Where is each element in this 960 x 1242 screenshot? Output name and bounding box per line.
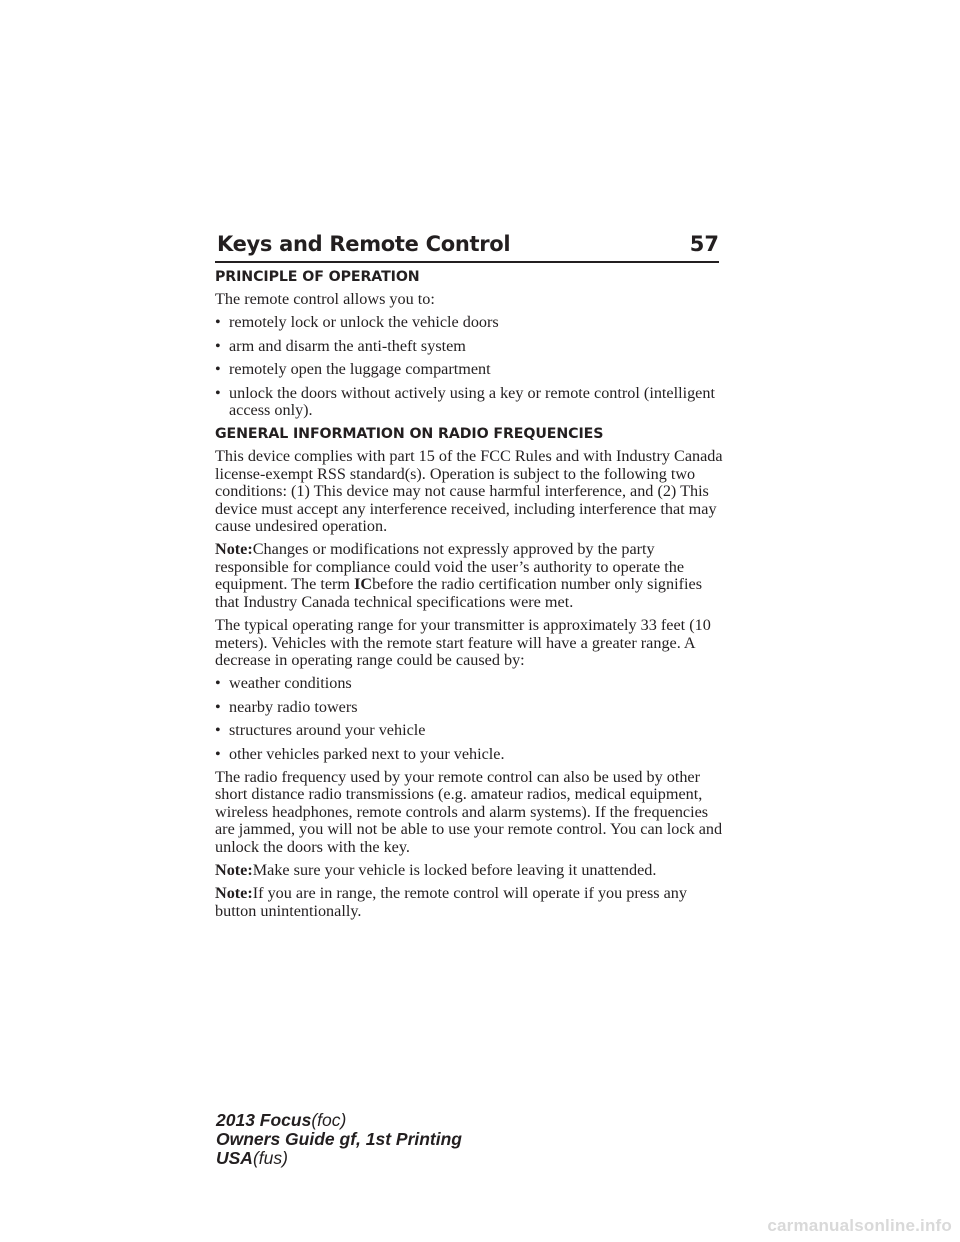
- list-item-text: remotely lock or unlock the vehicle doors: [229, 313, 499, 332]
- header-divider: [215, 261, 719, 263]
- note-text: Changes or modifications not expressly approved by the party responsible for compliance could void the user’s authority to operate the equipment. The term: [215, 540, 685, 594]
- bullet-icon: •: [215, 336, 221, 355]
- list-item-text: unlock the doors without actively using a key or remote control (intelligent access only).: [229, 383, 715, 420]
- note-modifications: [215, 541, 725, 611]
- bullet-icon: •: [215, 697, 221, 716]
- section-heading-radio: GENERAL INFORMATION ON RADIO FREQUENCIES: [215, 426, 604, 443]
- note-label: Note:: [215, 860, 253, 879]
- list-item: [215, 675, 725, 692]
- bullet-icon: •: [215, 744, 221, 763]
- note-text: If you are in range, the remote control will operate if you press any button unintentionally.: [215, 884, 687, 920]
- print-footer: [216, 1111, 462, 1168]
- note-text: Make sure your vehicle is locked before leaving it unattended.: [252, 860, 657, 879]
- note-locked: [215, 862, 725, 879]
- range-factors-list: [215, 675, 725, 763]
- page-body: [215, 268, 725, 926]
- chapter-title: Keys and Remote Control: [217, 232, 511, 256]
- model-code: (foc): [311, 1110, 347, 1130]
- bullet-icon: •: [215, 360, 221, 379]
- bullet-icon: •: [215, 313, 221, 332]
- page-number: 57: [689, 232, 719, 256]
- note-text-continued: before the radio certification number only signifies that Industry Canada technical specifications were met.: [215, 575, 702, 611]
- list-item: [215, 699, 725, 716]
- page-header: [215, 231, 719, 263]
- market-name: USA: [216, 1148, 253, 1168]
- list-item: [215, 361, 725, 378]
- fcc-paragraph: This device complies with part 15 of the FCC Rules and with Industry Canada license-exempt RSS standard(s). Operation is subject to the following two conditions: (1) This device may not cause harmful interference, and (2) This device must accept any interference received, including interference that may cause undesired operation.: [215, 447, 723, 536]
- list-item: [215, 722, 725, 739]
- intro-paragraph: The remote control allows you to:: [215, 290, 435, 308]
- site-watermark: carmanualsonline.info: [767, 1216, 952, 1235]
- list-item-text: arm and disarm the anti-theft system: [229, 336, 466, 355]
- note-label: Note:: [215, 884, 253, 903]
- list-item: [215, 385, 725, 420]
- list-item-text: remotely open the luggage compartment: [229, 360, 491, 379]
- remote-features-list: [215, 314, 725, 419]
- note-in-range: [215, 885, 725, 920]
- section-heading-principle: PRINCIPLE OF OPERATION: [215, 269, 420, 285]
- footer-line-market: [216, 1149, 462, 1168]
- footer-line-guide: Owners Guide gf, 1st Printing: [216, 1129, 462, 1149]
- list-item: [215, 338, 725, 355]
- bullet-icon: •: [215, 721, 221, 740]
- range-paragraph: The typical operating range for your transmitter is approximately 33 feet (10 meters). Vehicles with the remote start feature will have a greater range. A decrease in operating range could be caused by:: [215, 616, 711, 669]
- model-name: 2013 Focus: [216, 1110, 312, 1130]
- note-label: Note:: [215, 540, 253, 559]
- bullet-icon: •: [215, 674, 221, 693]
- list-item-text: other vehicles parked next to your vehicle.: [229, 744, 505, 763]
- list-item: [215, 314, 725, 331]
- bullet-icon: •: [215, 383, 221, 402]
- frequency-paragraph: The radio frequency used by your remote control can also be used by other short distance radio transmissions (e.g. amateur radios, medical equipment, wireless headphones, remote controls and alarm systems). If the frequencies are jammed, you will not be able to use your remote control. You can lock and unlock the doors with the key.: [215, 767, 723, 856]
- footer-line-model: [216, 1111, 462, 1130]
- market-code: (fus): [252, 1148, 288, 1168]
- list-item-text: weather conditions: [229, 674, 352, 693]
- list-item-text: nearby radio towers: [229, 697, 358, 716]
- list-item: [215, 746, 725, 763]
- ic-term: IC: [354, 575, 373, 594]
- list-item-text: structures around your vehicle: [229, 721, 426, 740]
